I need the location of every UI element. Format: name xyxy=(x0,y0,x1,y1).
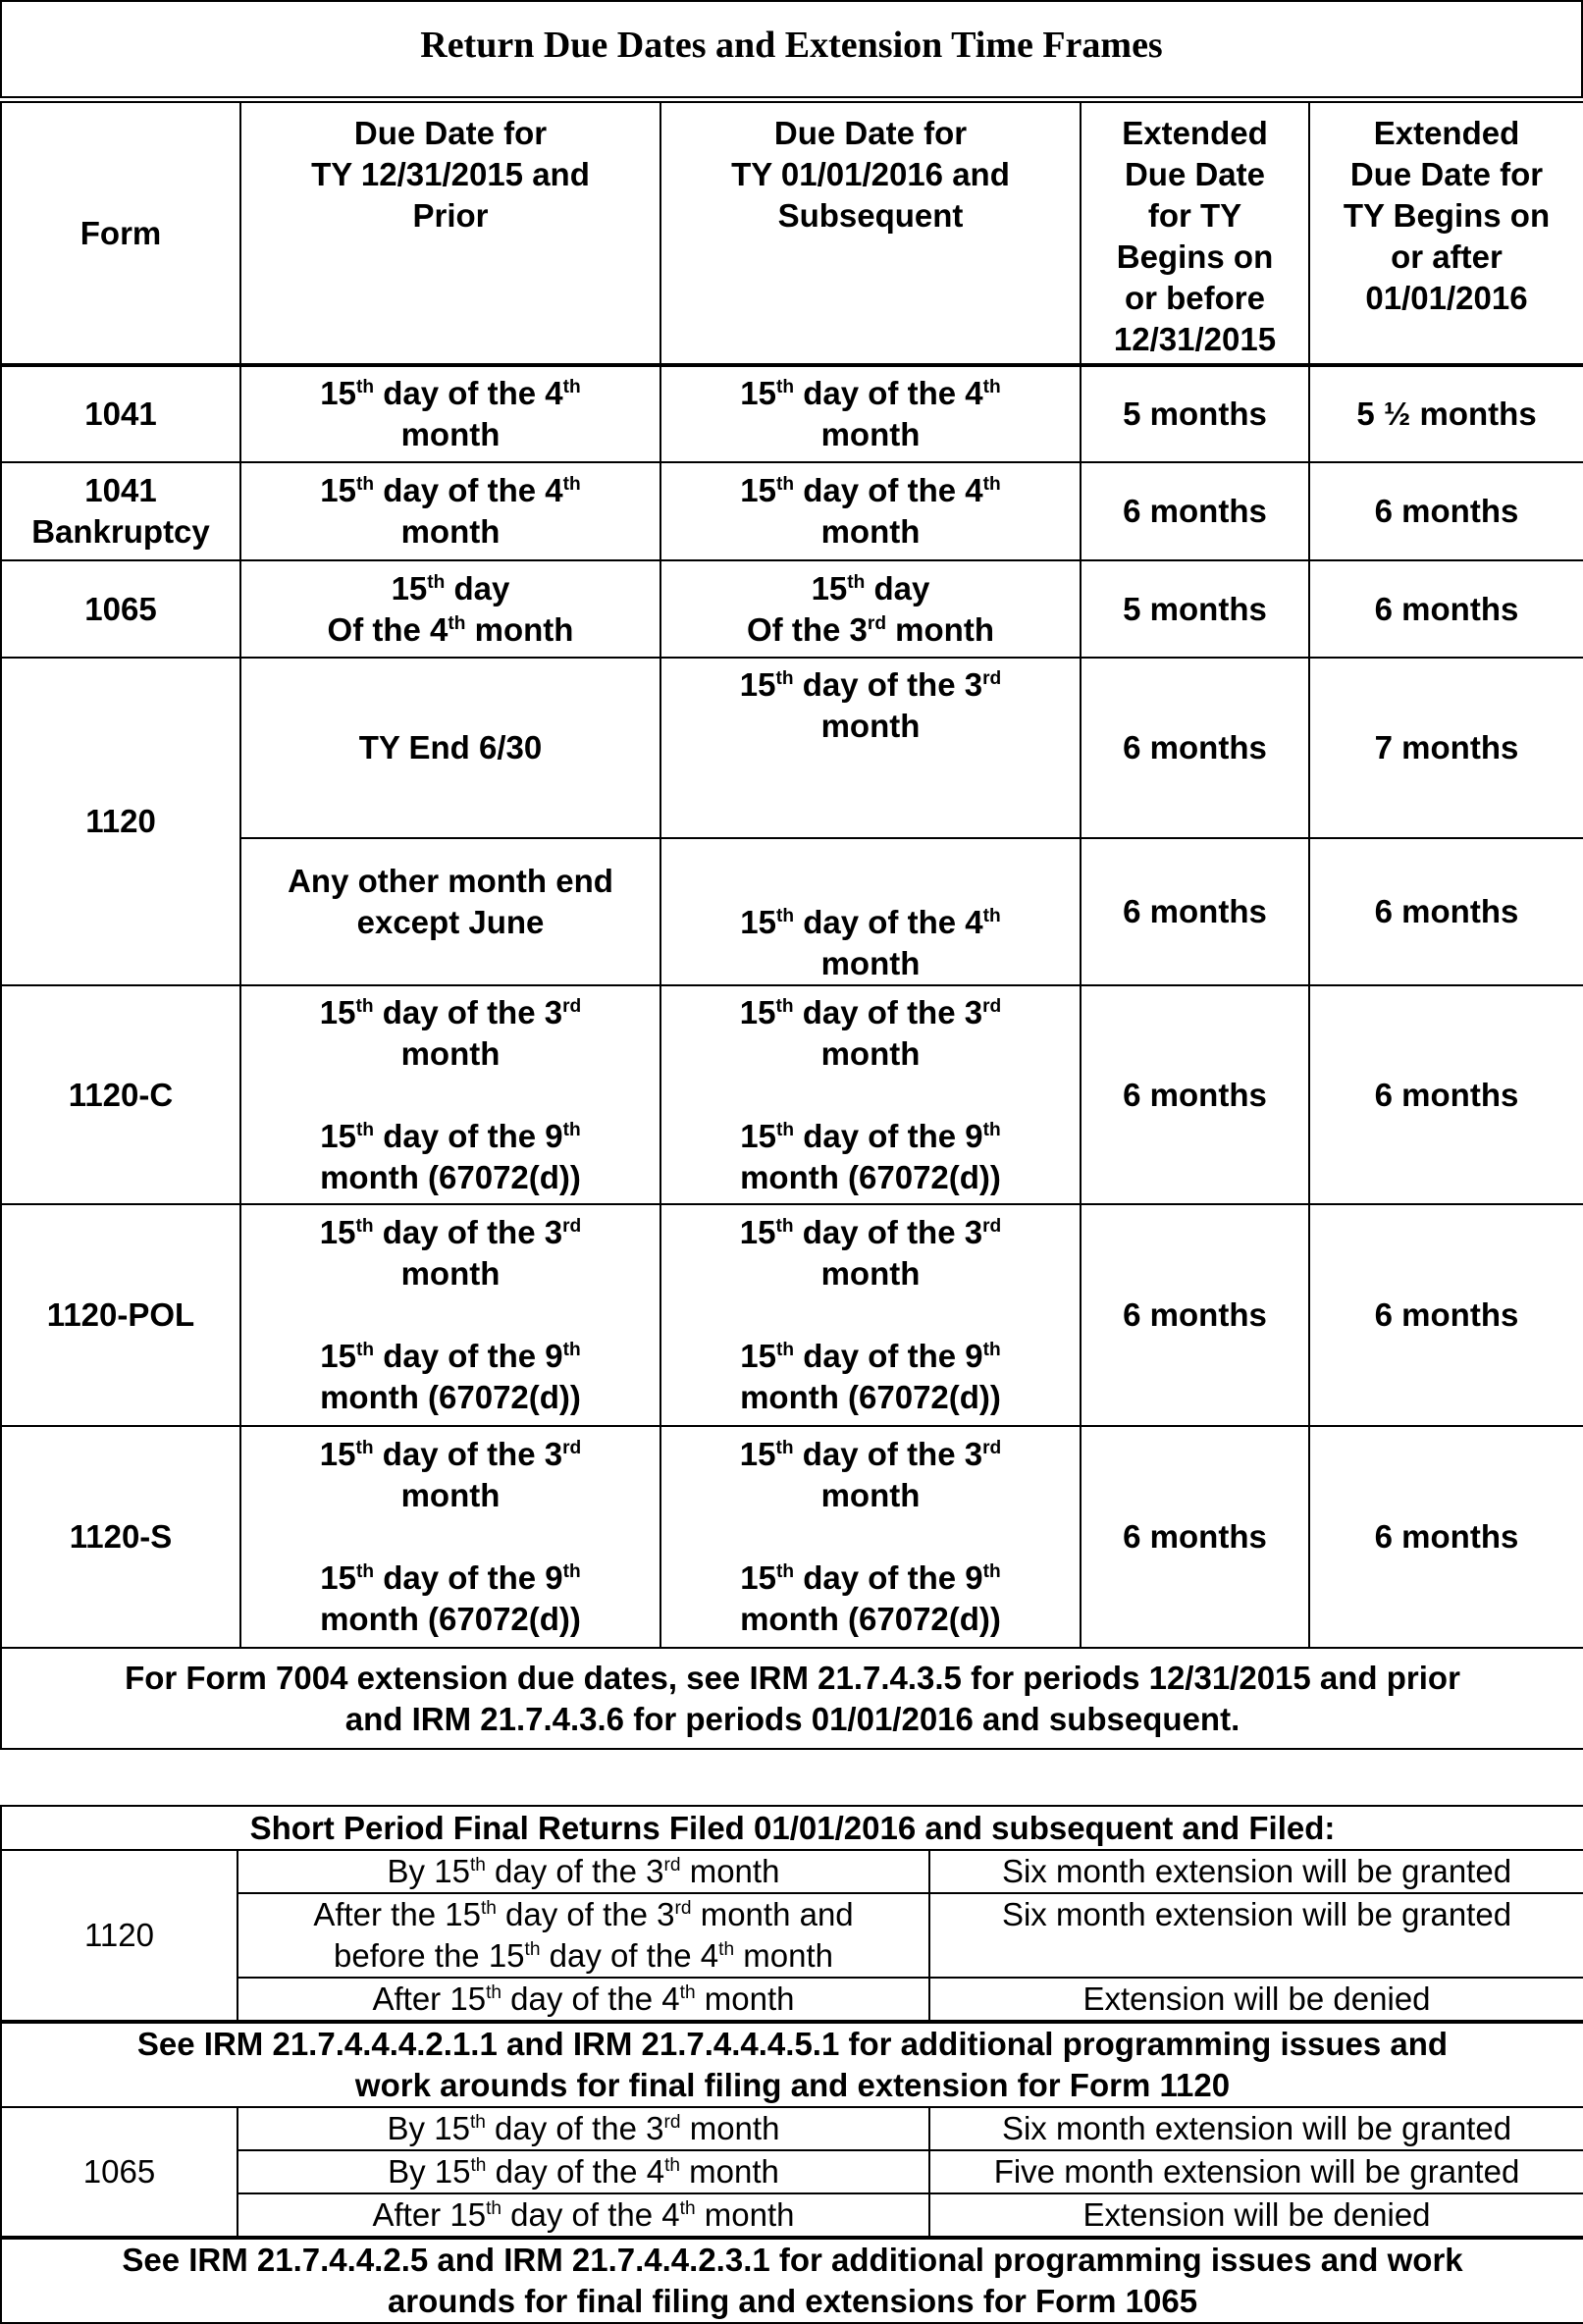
page-title: Return Due Dates and Extension Time Frames xyxy=(420,25,1163,66)
form-cell: 1120-S xyxy=(1,1426,240,1648)
when-cell: After the 15th day of the 3rd month and before the 15th day of the 4th month xyxy=(237,1893,929,1978)
table-row xyxy=(1,1204,1583,1426)
when-cell: By 15th day of the 3rd month xyxy=(237,2107,929,2150)
form-cell: 1041 Bankruptcy xyxy=(1,462,240,560)
table-row xyxy=(1,985,1583,1204)
header-form: Form xyxy=(1,102,240,365)
note-row xyxy=(1,2022,1583,2107)
ext-before-cell: 5 months xyxy=(1081,560,1309,658)
ext-before-cell: 5 months xyxy=(1081,365,1309,462)
table-row xyxy=(1,2150,1583,2193)
ext-after-cell: 6 months xyxy=(1309,1426,1583,1648)
short-period-header: Short Period Final Returns Filed 01/01/2016 and subsequent and Filed: xyxy=(1,1806,1583,1850)
result-cell: Six month extension will be granted xyxy=(929,1893,1583,1978)
form-cell: 1120-POL xyxy=(1,1204,240,1426)
table-row xyxy=(1,560,1583,658)
due-dates-table xyxy=(0,101,1583,1750)
ext-before-cell: 6 months xyxy=(1081,838,1309,985)
table-row xyxy=(1,2193,1583,2238)
when-cell: After 15th day of the 4th month xyxy=(237,2193,929,2238)
subsequent-cell: 15th day of the 3rd month 15th day of the 9th month (67072(d)) xyxy=(660,1426,1081,1648)
ext-before-cell: 6 months xyxy=(1081,985,1309,1204)
subsequent-cell: 15th day of the 4th month xyxy=(660,462,1081,560)
form-cell: 1065 xyxy=(1,2107,237,2238)
ext-before-cell: 6 months xyxy=(1081,1426,1309,1648)
form-cell: 1120-C xyxy=(1,985,240,1204)
prior-cell: TY End 6/30 xyxy=(240,658,660,838)
ext-before-cell: 6 months xyxy=(1081,462,1309,560)
form-7004-note: For Form 7004 extension due dates, see IRM 21.7.4.3.5 for periods 12/31/2015 and prior and IRM 21.7.4.3.6 for periods 01/01/2016 and subsequent. xyxy=(1,1648,1583,1749)
ext-before-cell: 6 months xyxy=(1081,658,1309,838)
footer-row xyxy=(1,1648,1583,1749)
subsequent-cell: 15th day of the 3rd month 15th day of the 9th month (67072(d)) xyxy=(660,985,1081,1204)
result-cell: Extension will be denied xyxy=(929,2193,1583,2238)
ext-after-cell: 6 months xyxy=(1309,462,1583,560)
prior-cell: 15th day of the 3rd month 15th day of the 9th month (67072(d)) xyxy=(240,1426,660,1648)
table-row xyxy=(1,658,1583,838)
subsequent-cell: 15th day of the 3rd month 15th day of the 9th month (67072(d)) xyxy=(660,1204,1081,1426)
result-cell: Six month extension will be granted xyxy=(929,2107,1583,2150)
table-row xyxy=(1,462,1583,560)
subsequent-cell: 15th day of the 4th month xyxy=(660,838,1081,985)
form-cell: 1065 xyxy=(1,560,240,658)
header-ext-after: Extended Due Date for TY Begins on or after 01/01/2016 xyxy=(1309,102,1583,365)
result-cell: Five month extension will be granted xyxy=(929,2150,1583,2193)
form-cell: 1041 xyxy=(1,365,240,462)
table-row xyxy=(1,365,1583,462)
result-cell: Six month extension will be granted xyxy=(929,1850,1583,1893)
form-cell: 1120 xyxy=(1,1850,237,2022)
prior-cell: 15th day of the 3rd month 15th day of the 9th month (67072(d)) xyxy=(240,985,660,1204)
ext-after-cell: 6 months xyxy=(1309,1204,1583,1426)
when-cell: By 15th day of the 3rd month xyxy=(237,1850,929,1893)
form-1065-note: See IRM 21.7.4.4.2.5 and IRM 21.7.4.4.2.3.1 for additional programming issues and work arounds for final filing and extensions for Form 1065 xyxy=(1,2238,1583,2323)
header-subsequent: Due Date for TY 01/01/2016 and Subsequent xyxy=(660,102,1081,365)
when-cell: After 15th day of the 4th month xyxy=(237,1978,929,2022)
title-box xyxy=(0,0,1583,98)
ext-after-cell: 7 months xyxy=(1309,658,1583,838)
header-ext-before: Extended Due Date for TY Begins on or before 12/31/2015 xyxy=(1081,102,1309,365)
prior-cell: 15th day of the 3rd month 15th day of the 9th month (67072(d)) xyxy=(240,1204,660,1426)
table-row xyxy=(1,1978,1583,2022)
short-period-table xyxy=(0,1805,1583,2324)
prior-cell: 15th day of the 4th month xyxy=(240,462,660,560)
subsequent-cell: 15th day of the 3rd month xyxy=(660,658,1081,838)
table-row xyxy=(1,1893,1583,1978)
subsequent-cell: 15th day Of the 3rd month xyxy=(660,560,1081,658)
ext-after-cell: 6 months xyxy=(1309,985,1583,1204)
result-cell: Extension will be denied xyxy=(929,1978,1583,2022)
table-row xyxy=(1,2107,1583,2150)
ext-after-cell: 6 months xyxy=(1309,838,1583,985)
subsequent-cell: 15th day of the 4th month xyxy=(660,365,1081,462)
form-1120-note: See IRM 21.7.4.4.4.2.1.1 and IRM 21.7.4.4.4.5.1 for additional programming issues and work arounds for final filing and extension for Form 1120 xyxy=(1,2022,1583,2107)
form-cell: 1120 xyxy=(1,658,240,985)
ext-after-cell: 5 ½ months xyxy=(1309,365,1583,462)
prior-cell: Any other month end except June xyxy=(240,838,660,985)
note-row xyxy=(1,2238,1583,2323)
prior-cell: 15th day of the 4th month xyxy=(240,365,660,462)
short-header-row xyxy=(1,1806,1583,1850)
ext-after-cell: 6 months xyxy=(1309,560,1583,658)
table-row xyxy=(1,1850,1583,1893)
table-row xyxy=(1,1426,1583,1648)
header-row xyxy=(1,102,1583,365)
ext-before-cell: 6 months xyxy=(1081,1204,1309,1426)
when-cell: By 15th day of the 4th month xyxy=(237,2150,929,2193)
header-prior: Due Date for TY 12/31/2015 and Prior xyxy=(240,102,660,365)
prior-cell: 15th day Of the 4th month xyxy=(240,560,660,658)
